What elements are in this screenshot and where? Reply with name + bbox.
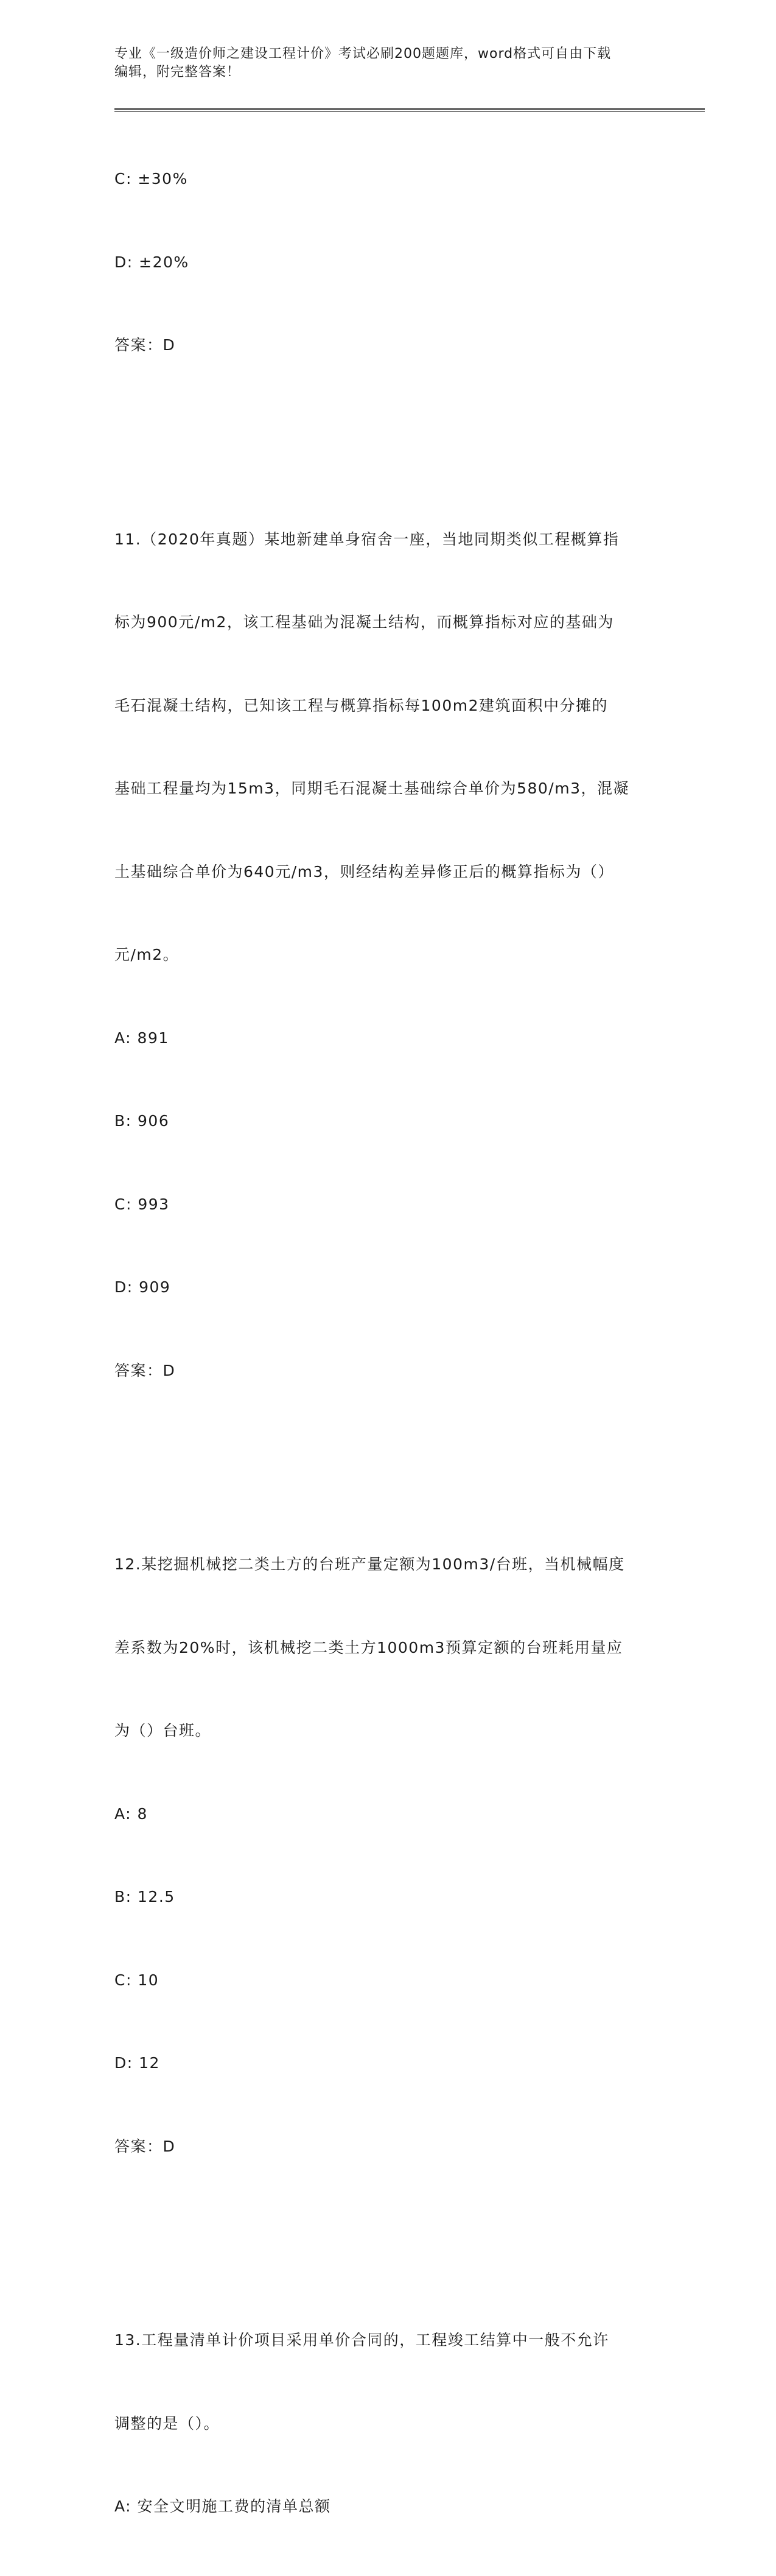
question-11-option-c: C: 993 bbox=[114, 1195, 170, 1213]
question-11-line-4: 基础工程量均为15m3，同期毛石混凝土基础综合单价为580/m3，混凝 bbox=[114, 779, 629, 797]
question-11-answer: 答案：D bbox=[114, 1361, 176, 1379]
question-11-line-5: 土基础综合单价为640元/m3，则经结构差异修正后的概算指标为（） bbox=[114, 862, 614, 881]
blank-line bbox=[114, 1440, 662, 1468]
header-line-2: 编辑，附完整答案！ bbox=[114, 65, 241, 80]
header-line-1: 专业《一级造价师之建设工程计价》考试必刷200题题库，word格式可自由下载 bbox=[114, 46, 612, 62]
question-13-line-1: 13.工程量清单计价项目采用单价合同的，工程竣工结算中一般不允许 bbox=[114, 2331, 609, 2349]
question-12-option-b: B: 12.5 bbox=[114, 1888, 175, 1906]
question-12-option-a: A: 8 bbox=[114, 1804, 148, 1823]
question-12-line-1: 12.某挖掘机械挖二类土方的台班产量定额为100m3/台班，当机械幅度 bbox=[114, 1555, 625, 1573]
question-12-option-c: C: 10 bbox=[114, 1971, 159, 1989]
document-body bbox=[114, 110, 662, 2576]
option-c-prev: C: ±30% bbox=[114, 170, 188, 188]
option-d-prev: D: ±20% bbox=[114, 253, 189, 271]
question-11-line-2: 标为900元/m2，该工程基础为混凝土结构，而概算指标对应的基础为 bbox=[114, 613, 614, 631]
question-13-line-2: 调整的是（）。 bbox=[114, 2414, 220, 2432]
question-12-option-d: D: 12 bbox=[114, 2054, 160, 2072]
question-13-option-a: A: 安全文明施工费的清单总额 bbox=[114, 2497, 331, 2515]
question-11-line-6: 元/m2。 bbox=[114, 946, 180, 963]
question-11-option-a: A: 891 bbox=[114, 1029, 169, 1047]
blank-line bbox=[114, 415, 662, 443]
question-12-line-3: 为（）台班。 bbox=[114, 1722, 212, 1739]
question-12-line-2: 差系数为20%时，该机械挖二类土方1000m3预算定额的台班耗用量应 bbox=[114, 1638, 623, 1656]
question-11-line-3: 毛石混凝土结构，已知该工程与概算指标每100m2建筑面积中分摊的 bbox=[114, 696, 608, 714]
blank-line bbox=[114, 2215, 662, 2243]
document-header bbox=[114, 45, 662, 82]
answer-prev: 答案：D bbox=[114, 336, 176, 354]
question-11-line-1: 11.（2020年真题）某地新建单身宿舍一座，当地同期类似工程概算指 bbox=[114, 530, 620, 548]
question-11-option-b: B: 906 bbox=[114, 1112, 170, 1130]
question-11-option-d: D: 909 bbox=[114, 1278, 171, 1296]
question-12-answer: 答案：D bbox=[114, 2137, 176, 2155]
